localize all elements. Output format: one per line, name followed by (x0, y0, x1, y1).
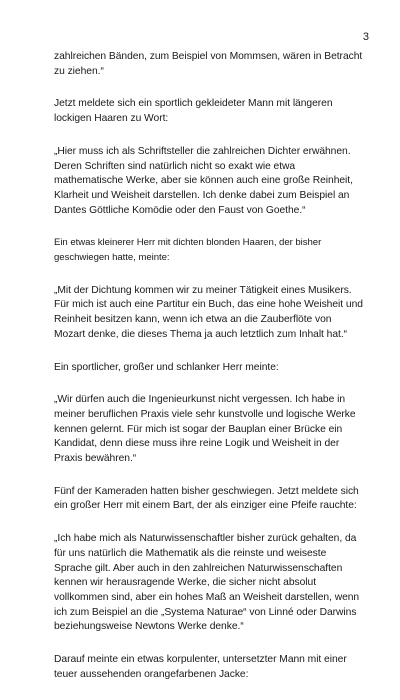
paragraph-6: Ein sportlicher, großer und schlanker Herr meinte: (54, 361, 279, 373)
paragraph-3: „Hier muss ich als Schriftsteller die zahlreichen Dichter erwähnen. Deren Schriften sind natürlich nicht so exakt wie etwa mathematische Werke, aber sie können auch eine große Reinheit, Klarheit und Weisheit darstellen. Ich denke dabei zum Beispiel an Dantes Göttliche Komödie oder den Faust von Goethe.“ (54, 145, 353, 216)
paragraph-10: Darauf meinte ein etwas korpulenter, untersetzter Mann mit einer teuer aussehenden orangefarbenen Jacke: (54, 654, 347, 680)
page-body (54, 50, 364, 700)
paragraph-8: Fünf der Kameraden hatten bisher geschwiegen. Jetzt meldete sich ein großer Herr mit einem Bart, der als einziger eine Pfeife rauchte: (54, 485, 359, 512)
page-number: 3 (362, 31, 369, 43)
paragraph-9: „Ich habe mich als Naturwissenschaftler bisher zurück gehalten, da für uns natürlich die Mathematik als die reinste und weiseste Sprache gilt. Aber auch in den zahlreichen Naturwissenschaften kennen wir herausragende Werke, die sicher nicht absolut vollkommen sind, aber ein hohes Maß an Weisheit darstellen, wenn ich zum Beispiel an die „Systema Naturae“ von Linné oder Darwins beziehungsweise Newtons Werke denke.“ (54, 533, 360, 633)
paragraph-7: „Wir dürfen auch die Ingenieurkunst nicht vergessen. Ich habe in meiner beruflichen Praxis viele sehr kunstvolle und logische Werke kennen gelernt. Für mich ist sogar der Bauplan einer Brücke ein Kandidat, denn diese muss ihre reine Logik und Weisheit in der Praxis bewähren.“ (54, 394, 356, 465)
paragraph-2: Jetzt meldete sich ein sportlich gekleideter Mann mit längeren lockigen Haaren zu Wort: (54, 98, 333, 125)
paragraph-5: „Mit der Dichtung kommen wir zu meiner Tätigkeit eines Musikers. Für mich ist auch eine Partitur ein Buch, das eine hohe Weisheit und Reinheit besitzen kann, wenn ich etwa an die Zauberflöte von Mozart denke, die dieses Thema ja auch letztlich zum Inhalt hat.“ (54, 284, 363, 340)
paragraph-1: zahlreichen Bänden, zum Beispiel von Mommsen, wären in Betracht zu ziehen.“ (54, 51, 363, 77)
paragraph-4: Ein etwas kleinerer Herr mit dichten blonden Haaren, der bisher geschwiegen hatte, meinte: (54, 237, 322, 264)
